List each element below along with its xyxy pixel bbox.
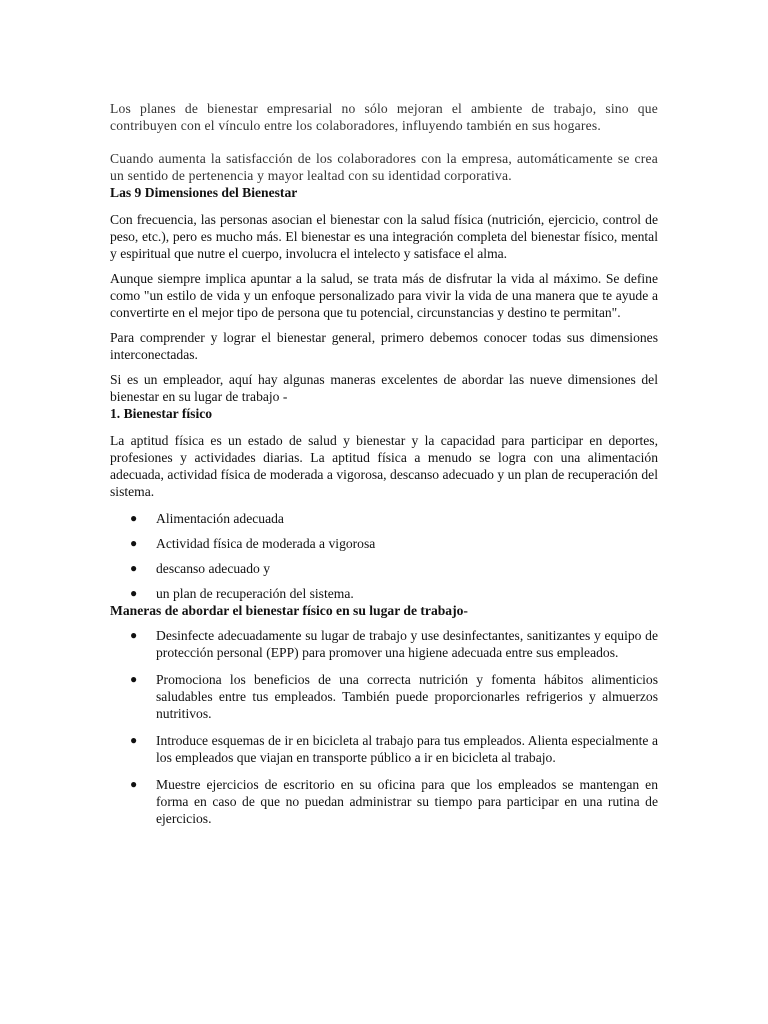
list-item: ● Muestre ejercicios de escritorio en su oficina para que los empleados se mantengan en forma en caso de que no puedan administrar su tiempo para participar en una rutina de ejercicios.: [130, 777, 658, 826]
dimensions-paragraph-2: Aunque siempre implica apuntar a la salud, se trata más de disfrutar la vida al máximo. Se define como "un estilo de vida y un enfoque personalizado para vivir la vida de una manera que te ayude a convertirte en el mejor tipo de persona que tu potencial, circunstancias y destino te permitan".: [110, 271, 658, 320]
bullet-icon: ●: [130, 511, 138, 525]
intro-paragraph-1: Los planes de bienestar empresarial no sólo mejoran el ambiente de trabajo, sino que contribuyen con el vínculo entre los colaboradores, influyendo también en sus hogares.: [110, 101, 658, 133]
bullet-icon: ●: [130, 536, 138, 550]
bullet-icon: ●: [130, 561, 138, 575]
intro-paragraph-2: Cuando aumenta la satisfacción de los colaboradores con la empresa, automáticamente se crea un sentido de pertenencia y mayor lealtad con su identidad corporativa.: [110, 151, 658, 183]
section-heading-physical: 1. Bienestar físico: [110, 406, 213, 421]
physical-bullet-list: [110, 510, 658, 602]
list-item: ● Desinfecte adecuadamente su lugar de trabajo y use desinfectantes, sanitizantes y equipo de protección personal (EPP) para promover una higiene adecuada entre sus empleados.: [130, 628, 658, 660]
workplace-bullet-list: [110, 627, 658, 827]
list-item: ● Introduce esquemas de ir en bicicleta al trabajo para tus empleados. Alienta especialmente a los empleados que viajan en transporte público a ir en bicicleta al trabajo.: [130, 733, 658, 765]
list-item: ● un plan de recuperación del sistema.: [130, 586, 354, 601]
bullet-icon: ●: [130, 586, 138, 600]
bullet-icon: ●: [130, 777, 138, 791]
bullet-icon: ●: [130, 672, 138, 686]
physical-paragraph: La aptitud física es un estado de salud y bienestar y la capacidad para participar en deportes, profesiones y actividades diarias. La aptitud física a menudo se logra con una alimentación adecuada, actividad física de moderada a vigorosa, descanso adecuado y un plan de recuperación del sistema.: [110, 433, 658, 499]
dimensions-paragraph-3: Para comprender y lograr el bienestar general, primero debemos conocer todas sus dimensiones interconectadas.: [110, 330, 658, 362]
list-item: ● descanso adecuado y: [130, 561, 270, 576]
dimensions-paragraph-1: Con frecuencia, las personas asocian el bienestar con la salud física (nutrición, ejercicio, control de peso, etc.), pero es mucho más. El bienestar es una integración completa del bienestar físico, mental y espiritual que nutre el cuerpo, involucra el intelecto y satisface el alma.: [110, 212, 658, 261]
bullet-icon: ●: [130, 733, 138, 747]
list-item: ● Alimentación adecuada: [130, 511, 284, 526]
section-heading-dimensions: Las 9 Dimensiones del Bienestar: [110, 185, 298, 200]
list-item: ● Promociona los beneficios de una correcta nutrición y fomenta hábitos alimenticios saludables entre tus empleados. También puede proporcionarles refrigerios y almuerzos nutritivos.: [130, 672, 658, 721]
list-item: ● Actividad física de moderada a vigorosa: [130, 536, 376, 551]
bullet-icon: ●: [130, 628, 138, 642]
section-heading-workplace: Maneras de abordar el bienestar físico en su lugar de trabajo-: [110, 603, 468, 618]
dimensions-paragraph-4: Si es un empleador, aquí hay algunas maneras excelentes de abordar las nueve dimensiones del bienestar en su lugar de trabajo -: [110, 372, 658, 404]
